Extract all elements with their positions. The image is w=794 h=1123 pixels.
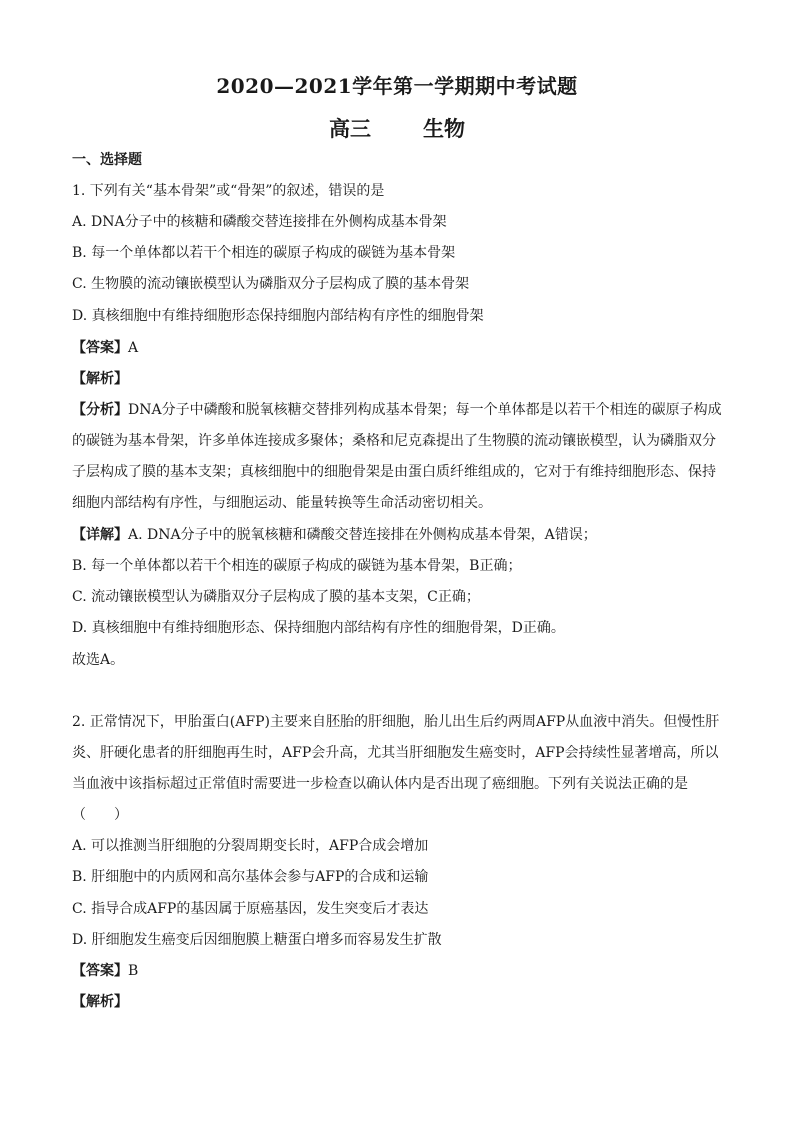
subject-label: 生物 [423, 116, 465, 141]
q1-conclusion: 故选A。 [72, 652, 125, 668]
q2-stem-line: 2. 正常情况下，甲胎蛋白(AFP)主要来自胚胎的肝细胞，胎儿出生后约两周AFP从血液中消失。但慢性肝 [72, 714, 720, 730]
fenxi-label: 【分析】 [72, 402, 128, 418]
q1-xiangjie-line: B. 每一个单体都以若干个相连的碳原子构成的碳链为基本骨架，B正确； [72, 558, 522, 574]
q1-fenxi-line: 细胞内部结构有序性，与细胞运动、能量转换等生命活动密切相关。 [72, 495, 492, 511]
answer-value: A [128, 340, 139, 356]
exam-title: 2020—2021学年第一学期期中考试题 [216, 74, 578, 98]
q1-xiangjie-line [72, 525, 597, 545]
exam-subtitle [0, 113, 794, 143]
q1-fenxi-line: 子层构成了膜的基本支架；真核细胞中的细胞骨架是由蛋白质纤维组成的，它对于有维持细胞形态、保持 [72, 464, 716, 480]
q1-option-b: B. 每一个单体都以若干个相连的碳原子构成的碳链为基本骨架 [72, 245, 456, 261]
q1-answer [72, 338, 138, 358]
q1-option-a: A. DNA分子中的核糖和磷酸交替连接排在外侧构成基本骨架 [72, 214, 447, 230]
q1-xiangjie-line: D. 真核细胞中有维持细胞形态、保持细胞内部结构有序性的细胞骨架，D正确。 [72, 620, 565, 636]
q2-stem-line: 炎、肝硬化患者的肝细胞再生时，AFP会升高，尤其当肝细胞发生癌变时，AFP会持续性显著增高，所以 [72, 745, 719, 761]
q1-option-c: C. 生物膜的流动镶嵌模型认为磷脂双分子层构成了膜的基本骨架 [72, 276, 470, 292]
q1-analysis-label: 【解析】 [72, 371, 128, 387]
q1-fenxi-line [72, 400, 722, 420]
q2-option-b: B. 肝细胞中的内质网和高尔基体会参与AFP的合成和运输 [72, 869, 429, 885]
answer-label: 【答案】 [72, 340, 128, 356]
q1-stem: 1. 下列有关“基本骨架”或“骨架”的叙述，错误的是 [72, 183, 385, 199]
q2-option-a: A. 可以推测当肝细胞的分裂周期变长时，AFP合成会增加 [72, 838, 429, 854]
answer-value: B [128, 963, 139, 979]
q2-analysis-label: 【解析】 [72, 994, 128, 1010]
xiangjie-text: A. DNA分子中的脱氧核糖和磷酸交替连接排在外侧构成基本骨架，A错误； [128, 527, 597, 543]
q1-fenxi-line: 的碳链为基本骨架，许多单体连接成多聚体；桑格和尼克森提出了生物膜的流动镶嵌模型，认为磷脂双分 [72, 433, 716, 449]
q1-option-d: D. 真核细胞中有维持细胞形态保持细胞内部结构有序性的细胞骨架 [72, 308, 484, 324]
q2-option-c: C. 指导合成AFP的基因属于原癌基因，发生突变后才表达 [72, 901, 429, 917]
grade-label: 高三 [329, 116, 371, 141]
q2-answer [72, 961, 138, 981]
fenxi-text: DNA分子中磷酸和脱氧核糖交替排列构成基本骨架；每一个单体都是以若干个相连的碳原子构成 [128, 402, 722, 418]
answer-label: 【答案】 [72, 963, 128, 979]
q2-stem-line: 当血液中该指标超过正常值时需要进一步检查以确认体内是否出现了癌细胞。下列有关说法正确的是 [72, 776, 688, 792]
q2-stem-line: （ ） [72, 807, 128, 823]
xiangjie-label: 【详解】 [72, 527, 128, 543]
section-heading: 一、选择题 [72, 152, 142, 168]
q1-xiangjie-line: C. 流动镶嵌模型认为磷脂双分子层构成了膜的基本支架，C正确； [72, 589, 480, 605]
q2-option-d: D. 肝细胞发生癌变后因细胞膜上糖蛋白增多而容易发生扩散 [72, 932, 442, 948]
